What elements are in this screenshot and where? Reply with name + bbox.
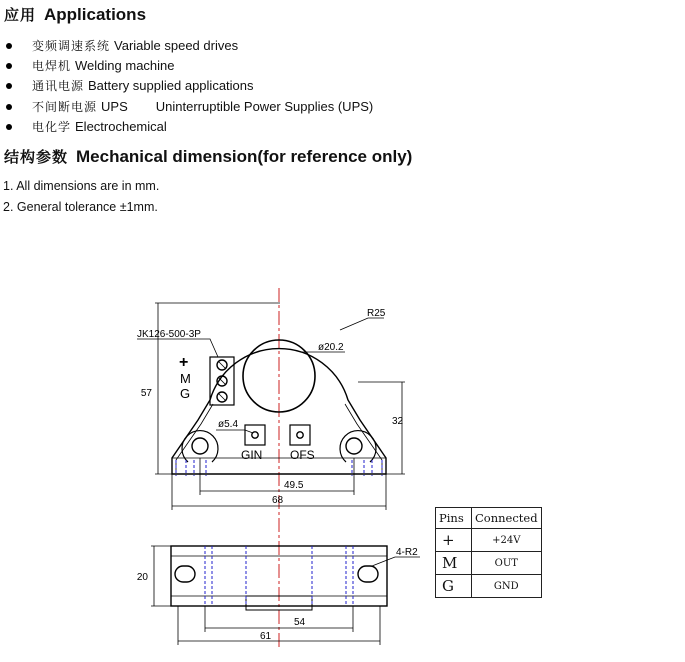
right-height-label: 32 — [392, 416, 404, 427]
pin-cell: G — [436, 575, 472, 598]
side-radius-label: 4-R2 — [396, 547, 418, 558]
item-en: Variable speed drives — [114, 38, 239, 53]
gin-label: GIN — [241, 448, 263, 462]
mechanical-heading-cn: 结构参数 — [4, 148, 69, 166]
pins-header: Pins — [436, 508, 472, 529]
pin-cell: M — [436, 552, 472, 575]
width-outer-label: 68 — [272, 495, 284, 506]
applications-heading-en: Applications — [44, 5, 147, 24]
pin-cell: + — [436, 529, 472, 552]
table-row — [436, 575, 542, 598]
side-inner-label: 54 — [294, 617, 306, 628]
g-label: G — [180, 386, 191, 401]
side-outer-label: 61 — [260, 631, 272, 642]
item-cn: 电焊机 — [32, 59, 72, 73]
applications-heading-cn: 应用 — [4, 6, 37, 24]
item-extra: Uninterruptible Power Supplies (UPS) — [155, 99, 374, 114]
hole-label: ø20.2 — [318, 342, 344, 353]
item-cn: 变频调速系统 — [32, 39, 111, 53]
small-hole-label: ø5.4 — [218, 419, 239, 430]
connector-label: JK126-500-3P — [137, 329, 201, 340]
connected-header: Connected — [472, 508, 542, 529]
item-cn: 不间断电源 — [32, 100, 98, 114]
table-row — [436, 552, 542, 575]
connected-cell: GND — [472, 575, 542, 598]
item-en: Electrochemical — [75, 119, 167, 134]
table-header-row — [436, 508, 542, 529]
note-1: 1. All dimensions are in mm. — [3, 179, 160, 193]
item-en: UPS — [101, 99, 128, 114]
plus-label: + — [179, 354, 189, 371]
note-2: 2. General tolerance ±1mm. — [3, 200, 158, 214]
height-label: 57 — [140, 388, 152, 399]
item-cn: 通讯电源 — [32, 79, 85, 93]
m-label: M — [180, 371, 191, 386]
item-en: Welding machine — [75, 58, 175, 73]
mechanical-heading-en: Mechanical dimension(for reference only) — [76, 147, 413, 166]
width-inner-label: 49.5 — [284, 480, 304, 491]
table-row — [436, 529, 542, 552]
radius-label: R25 — [367, 308, 386, 319]
connected-cell: +24V — [472, 529, 542, 552]
side-height-label: 20 — [136, 572, 148, 583]
pins-table — [435, 507, 542, 598]
ofs-label: OFS — [290, 448, 315, 462]
item-en: Battery supplied applications — [88, 78, 254, 93]
connected-cell: OUT — [472, 552, 542, 575]
item-cn: 电化学 — [32, 120, 72, 134]
